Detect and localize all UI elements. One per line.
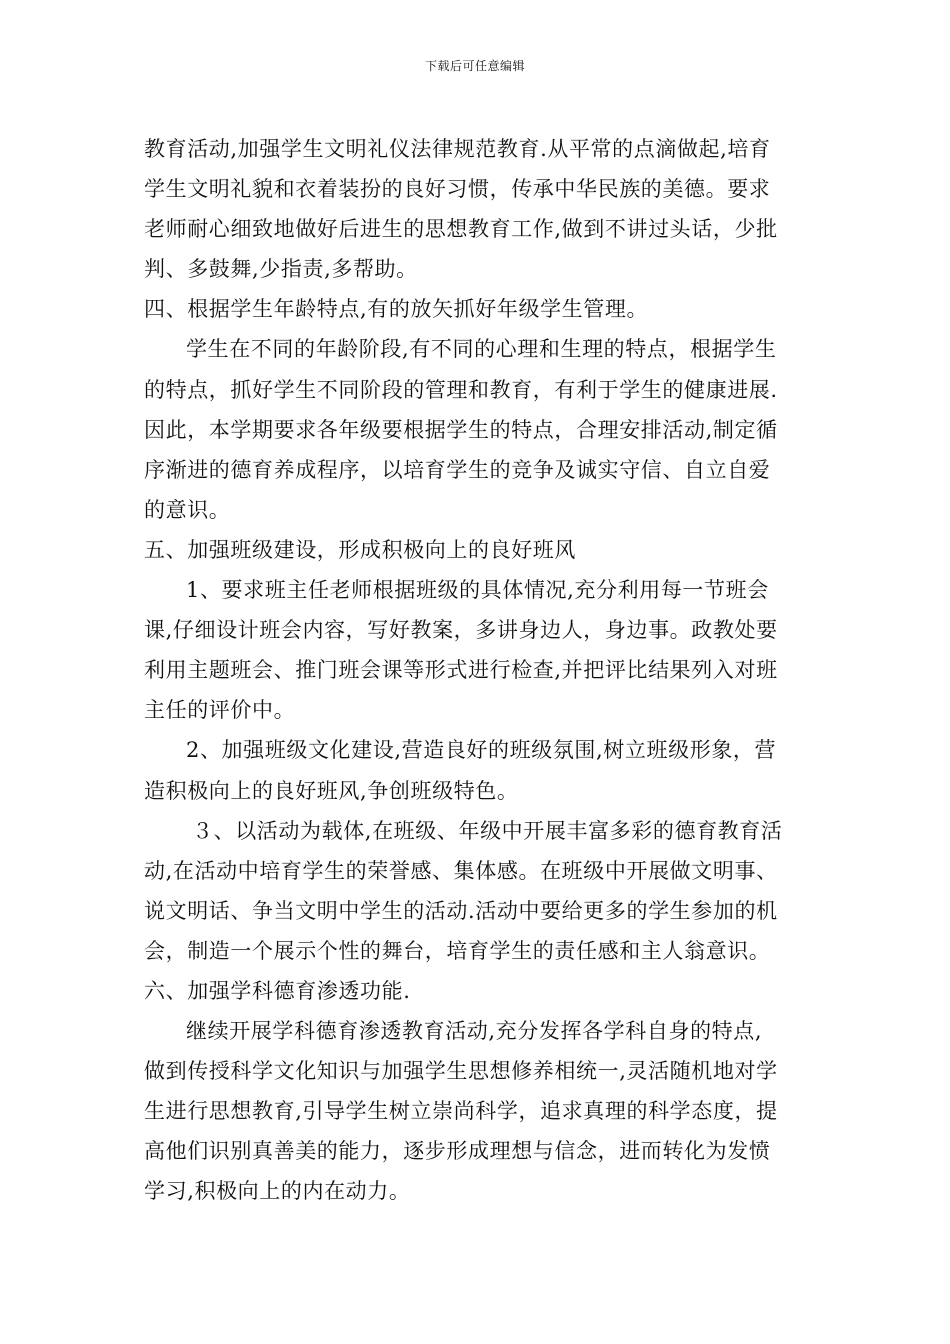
text-line: 利用主题班会、推门班会课等形式进行检查,并把评比结果列入对班 — [144, 658, 778, 683]
text-line: 学习,积极向上的内在动力。 — [144, 1179, 411, 1204]
document-body — [144, 129, 804, 1212]
text-line: 会，制造一个展示个性的舞台，培育学生的责任感和主人翁意识。 — [144, 938, 771, 963]
text-line: 说文明话、争当文明中学生的活动.活动中要给更多的学生参加的机 — [144, 898, 778, 923]
text-line: 造积极向上的良好班风,争创班级特色。 — [144, 778, 519, 803]
text-line: 动,在活动中培育学生的荣誉感、集体感。在班级中开展做文明事、 — [144, 858, 778, 883]
text-line: 老师耐心细致地做好后进生的思想教育工作,做到不讲过头话，少批 — [144, 217, 778, 242]
section-heading-6: 六、加强学科德育渗透功能. — [144, 978, 411, 1003]
text-line: 的意识。 — [144, 497, 231, 522]
text-line: 高他们识别真善美的能力，逐步形成理想与信念，进而转化为发愤 — [144, 1139, 771, 1164]
text-line: 学生在不同的年龄阶段,有不同的心理和生理的特点，根据学生 — [186, 337, 777, 362]
text-line: 的特点，抓好学生不同阶段的管理和教育，有利于学生的健康进展. — [144, 377, 778, 402]
text-line: 学生文明礼貌和衣着装扮的良好习惯，传承中华民族的美德。要求 — [144, 177, 771, 202]
text-line: ３、以活动为载体,在班级、年级中开展丰富多彩的德育教育活 — [192, 818, 783, 843]
header-note: 下载后可任意编辑 — [424, 59, 525, 73]
text-line: 生进行思想教育,引导学生树立崇尚科学，追求真理的科学态度，提 — [144, 1099, 778, 1124]
text-line: 课,仔细设计班会内容，写好教案，多讲身边人，身边事。政教处要 — [144, 618, 778, 643]
text-line: 继续开展学科德育渗透教育活动,充分发挥各学科自身的特点, — [186, 1019, 763, 1044]
text-line: 教育活动,加强学生文明礼仪法律规范教育.从平常的点滴做起,培育 — [144, 137, 771, 161]
text-line: 1、要求班主任老师根据班级的具体情况,充分利用每一节班会 — [186, 578, 769, 603]
text-line: 判、多鼓舞,少指责,多帮助。 — [144, 257, 418, 282]
section-heading-5: 五、加强班级建设，形成积极向上的良好班风 — [144, 537, 576, 562]
section-heading-4: 四、根据学生年龄特点,有的放矢抓好年级学生管理。 — [144, 297, 649, 322]
text-line: 2、加强班级文化建设,营造良好的班级氛围,树立班级形象，营 — [186, 738, 777, 763]
text-line: 序渐进的德育养成程序，以培育学生的竞争及诚实守信、自立自爱 — [144, 457, 771, 482]
text-line: 做到传授科学文化知识与加强学生思想修养相统一,灵活随机地对学 — [144, 1059, 778, 1084]
text-line: 因此，本学期要求各年级要根据学生的特点，合理安排活动,制定循 — [144, 417, 778, 442]
text-line: 主任的评价中。 — [144, 698, 296, 723]
